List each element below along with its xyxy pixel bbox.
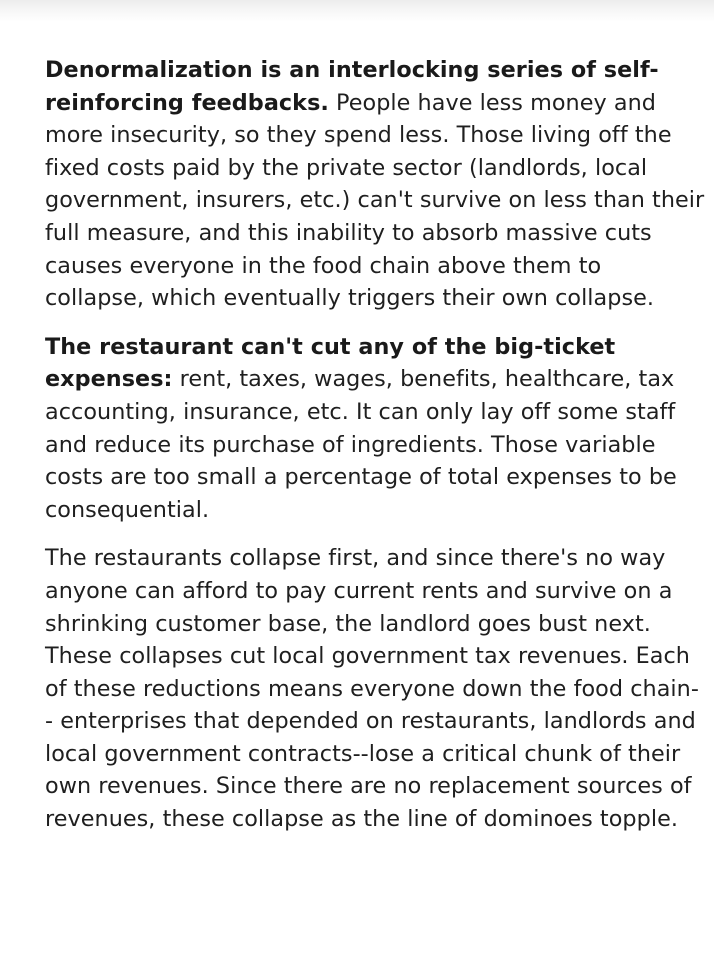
paragraph-lead-bold: The restaurant can't cut any of the big-ticket expenses: — [45, 333, 616, 393]
top-shadow-divider — [0, 0, 714, 22]
paragraph-lead-bold: Denormalization is an interlocking series of self-reinforcing feedbacks. — [45, 57, 659, 116]
article-body — [45, 54, 705, 852]
paragraph-denormalization — [45, 54, 705, 315]
paragraph-collapse-chain — [45, 542, 705, 835]
paragraph-text: People have less money and more insecurity, so they spend less. Those living off the fixed costs paid by the private sector (landlords, local government, insurers, etc.) can't survive on less than their full measure, and this inability to absorb massive cuts causes everyone in the food chain above them to collapse, which eventually triggers their own collapse. — [45, 89, 705, 312]
paragraph-text: The restaurants collapse first, and since there's no way anyone can afford to pay current rents and survive on a shrinking customer base, the landlord goes bust next. These collapses cut local government tax revenues. Each of these reductions means everyone down the food chain-- enterprises that depended on restaurants, landlords and local government contracts--lose a critical chunk of their own revenues. Since there are no replacement sources of revenues, these collapse as the line of dominoes topple. — [45, 545, 699, 833]
paragraph-restaurant-expenses — [45, 331, 705, 527]
paragraph-text: rent, taxes, wages, benefits, healthcare, tax accounting, insurance, etc. It can only lay off some staff and reduce its purchase of ingredients. Those variable costs are too small a percentage of total expenses to be consequential. — [45, 366, 677, 523]
